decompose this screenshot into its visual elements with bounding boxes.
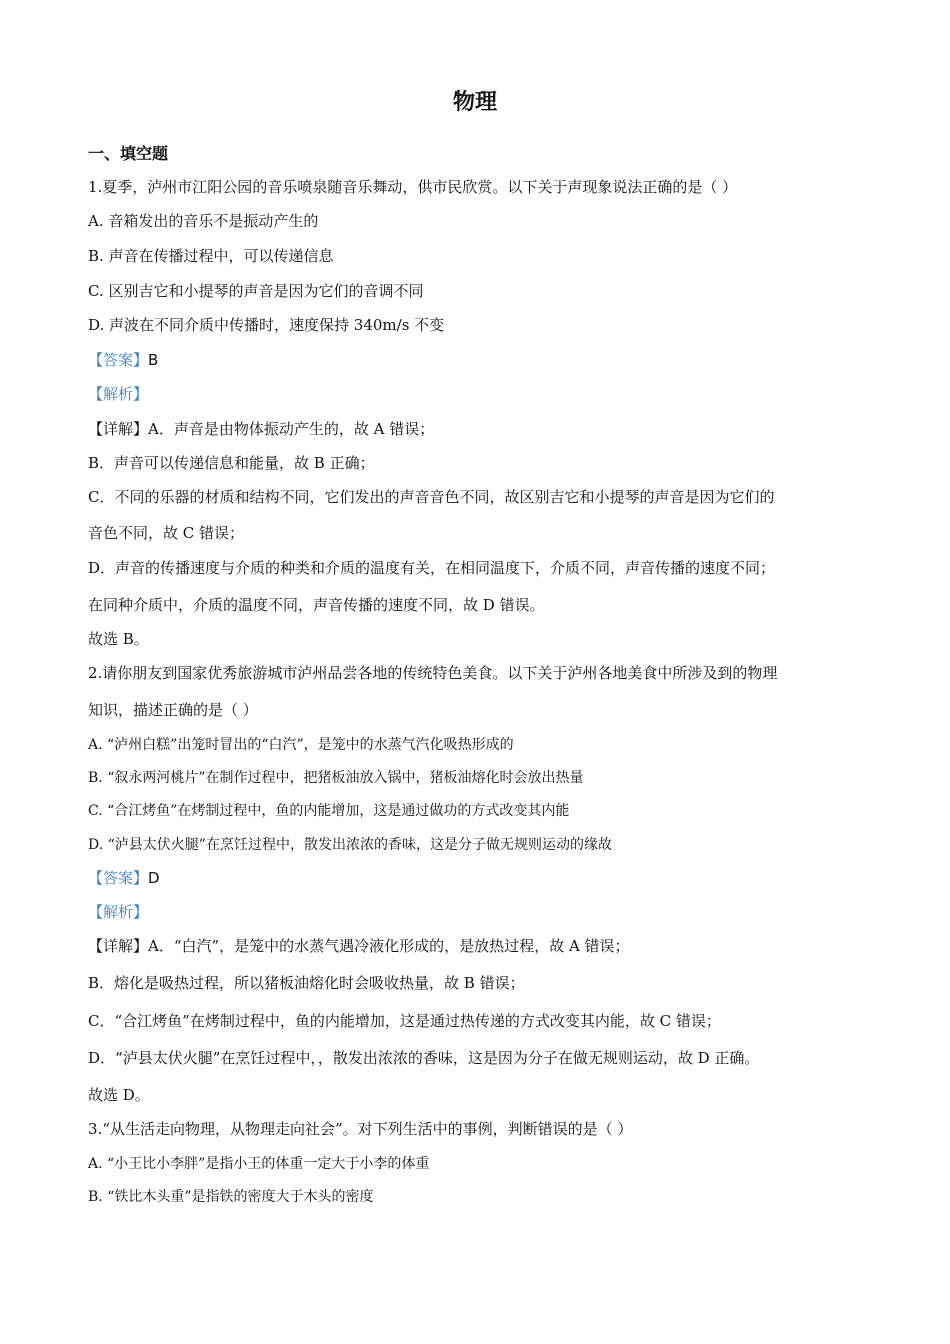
question-1-detail-d-cont: 在同种介质中，介质的温度不同，声音传播的速度不同，故 D 错误。 bbox=[88, 596, 545, 614]
answer-tag: 【答案】 bbox=[88, 869, 149, 887]
detail-text: A．声音是由物体振动产生的，故 A 错误； bbox=[148, 420, 435, 438]
question-1-analysis-tag: 【解析】 bbox=[88, 385, 149, 403]
question-2-detail-a bbox=[88, 935, 868, 957]
section-heading: 一、填空题 bbox=[88, 144, 169, 163]
question-2-answer bbox=[88, 867, 868, 889]
answer-value: B bbox=[148, 351, 159, 369]
detail-tag: 【详解】 bbox=[88, 420, 149, 438]
question-2-option-c: C. “合江烤鱼”在烤制过程中，鱼的内能增加，这是通过做功的方式改变其内能 bbox=[88, 803, 570, 819]
question-1-option-b: B. 声音在传播过程中，可以传递信息 bbox=[88, 247, 334, 265]
question-3-option-b: B. “铁比木头重”是指铁的密度大于木头的密度 bbox=[88, 1189, 374, 1205]
question-1-detail-a bbox=[88, 418, 868, 440]
question-2-analysis-tag: 【解析】 bbox=[88, 903, 149, 921]
detail-text: A．“白汽”，是笼中的水蒸气遇冷液化形成的，是放热过程，故 A 错误； bbox=[148, 937, 630, 955]
question-3-stem: 3.“从生活走向物理，从物理走向社会”。对下列生活中的事例，判断错误的是（ ） bbox=[88, 1120, 633, 1138]
question-1-stem: 1.夏季，泸州市江阳公园的音乐喷泉随音乐舞动，供市民欣赏。以下关于声现象说法正确的是（ ） bbox=[88, 178, 738, 196]
question-2-detail-c: C．“合江烤鱼”在烤制过程中，鱼的内能增加，这是通过热传递的方式改变其内能，故 C 错误； bbox=[88, 1012, 721, 1030]
question-1-conclusion: 故选 B。 bbox=[88, 630, 149, 648]
question-1-option-c: C. 区别吉它和小提琴的声音是因为它们的音调不同 bbox=[88, 282, 424, 300]
question-2-conclusion: 故选 D。 bbox=[88, 1086, 150, 1104]
question-2-stem: 2.请你朋友到国家优秀旅游城市泸州品尝各地的传统特色美食。以下关于泸州各地美食中所涉及到的物理 bbox=[88, 664, 778, 682]
question-2-detail-b: B．熔化是吸热过程，所以猪板油熔化时会吸收热量，故 B 错误； bbox=[88, 974, 525, 992]
question-2-option-b: B. “叙永两河桃片”在制作过程中，把猪板油放入锅中，猪板油熔化时会放出热量 bbox=[88, 770, 584, 786]
question-2-option-d: D. “泸县太伏火腿”在烹饪过程中，散发出浓浓的香味，这是分子做无规则运动的缘故 bbox=[88, 837, 612, 853]
detail-tag: 【详解】 bbox=[88, 937, 149, 955]
question-1-option-a: A. 音箱发出的音乐不是振动产生的 bbox=[88, 212, 319, 230]
question-1-detail-b: B．声音可以传递信息和能量，故 B 正确； bbox=[88, 454, 375, 472]
question-2-detail-d: D．“泸县太伏火腿”在烹饪过程中，，散发出浓浓的香味，这是因为分子在做无规则运动，故 D 正确。 bbox=[88, 1049, 760, 1067]
question-1-detail-d: D．声音的传播速度与介质的种类和介质的温度有关，在相同温度下，介质不同，声音传播的速度不同； bbox=[88, 559, 776, 577]
question-1-detail-c-cont: 音色不同，故 C 错误； bbox=[88, 524, 245, 542]
question-1-detail-c: C．不同的乐器的材质和结构不同，它们发出的声音音色不同，故区别吉它和小提琴的声音是因为它们的 bbox=[88, 488, 775, 506]
question-2-stem-cont: 知识，描述正确的是（ ） bbox=[88, 701, 258, 719]
question-1-answer bbox=[88, 349, 868, 371]
question-2-option-a: A. “泸州白糕”出笼时冒出的“白汽”，是笼中的水蒸气汽化吸热形成的 bbox=[88, 737, 514, 753]
answer-tag: 【答案】 bbox=[88, 351, 149, 369]
answer-value: D bbox=[148, 869, 160, 887]
question-1-option-d: D. 声波在不同介质中传播时，速度保持 340m/s 不变 bbox=[88, 316, 445, 334]
page-title: 物理 bbox=[452, 90, 497, 115]
question-3-option-a: A. “小王比小李胖”是指小王的体重一定大于小李的体重 bbox=[88, 1156, 430, 1172]
